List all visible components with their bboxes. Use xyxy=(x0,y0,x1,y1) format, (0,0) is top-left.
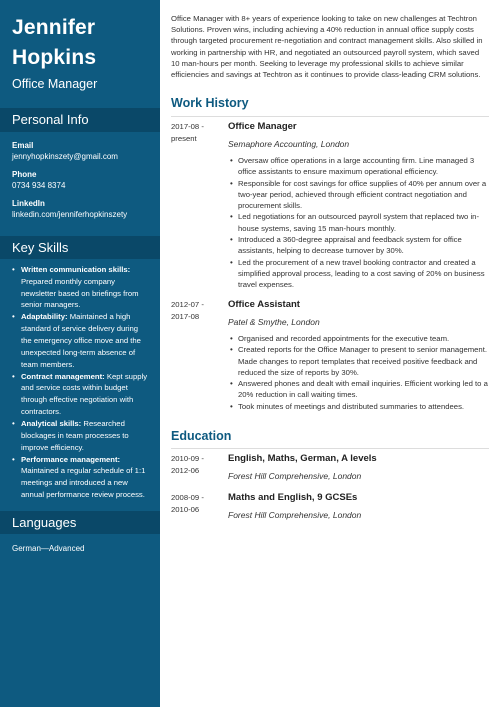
skill-text: Maintained a high standard of service delivery during the emergency office move and the unexpected long-term absence of team members. xyxy=(21,312,141,369)
sidebar xyxy=(0,0,160,707)
bullet-icon: • xyxy=(12,371,15,381)
work-history-heading: Work History xyxy=(171,96,249,110)
phone-block xyxy=(0,169,160,191)
languages-heading: Languages xyxy=(0,511,160,534)
key-skills-heading: Key Skills xyxy=(0,236,160,259)
job-role: Office Manager xyxy=(228,121,297,132)
email-block xyxy=(0,140,160,162)
bullet-icon: • xyxy=(230,178,233,188)
linkedin-value[interactable]: linkedin.com/jenniferhopkinszety xyxy=(12,210,128,219)
linkedin-label: LinkedIn xyxy=(12,199,45,208)
phone-label: Phone xyxy=(12,170,37,179)
education-degree: English, Maths, German, A levels xyxy=(228,453,377,464)
skill-name: Adaptability: xyxy=(21,312,68,322)
education-heading: Education xyxy=(171,429,232,443)
section-divider xyxy=(171,448,489,449)
phone-value[interactable]: 0734 934 8374 xyxy=(12,181,66,190)
last-name: Hopkins xyxy=(12,46,97,69)
skill-text: Maintained a regular schedule of 1:1 meetings and introduced a new annual performance review process. xyxy=(21,466,146,499)
skill-item xyxy=(12,454,148,501)
education-school: Forest Hill Comprehensive, London xyxy=(228,510,362,520)
job-bullet: • Organised and recorded appointments for the executive team. xyxy=(230,334,450,343)
bullet-icon: • xyxy=(12,418,15,428)
education-degree: Maths and English, 9 GCSEs xyxy=(228,492,358,503)
skill-name: Written communication skills: xyxy=(21,265,131,274)
bullet-icon: • xyxy=(230,401,233,411)
language-item: German—Advanced xyxy=(12,543,85,553)
skill-text: Researched blockages in team processes to improve efficiency. xyxy=(21,418,129,452)
job-bullet: • Created reports for the Office Manager to present to senior management. Made changes to report templates that received positive feedback and reduced the size of reports by 30%. xyxy=(230,345,487,377)
first-name: Jennifer xyxy=(12,16,96,39)
bullet-icon: • xyxy=(12,454,15,464)
bullet-icon: • xyxy=(230,212,233,222)
job-body xyxy=(228,121,489,291)
linkedin-block xyxy=(0,198,160,220)
job-bullet: • Led the procurement of a new travel booking contractor and created a simplified approval process, leading to a cost saving of 20% on business travel expenses. xyxy=(230,257,485,290)
skill-name: Analytical skills: xyxy=(21,418,82,428)
skill-item xyxy=(12,371,148,418)
job-body xyxy=(228,299,489,412)
job-role: Office Assistant xyxy=(228,299,300,310)
education-body xyxy=(228,453,489,482)
education-school: Forest Hill Comprehensive, London xyxy=(228,471,362,481)
job-bullet: • Took minutes of meetings and distributed summaries to attendees. xyxy=(230,401,465,411)
bullet-icon: • xyxy=(12,265,15,274)
candidate-name xyxy=(0,0,160,73)
job-bullets xyxy=(228,155,489,291)
job-company: Semaphore Accounting, London xyxy=(228,139,350,149)
bullet-icon: • xyxy=(230,235,233,245)
skill-item xyxy=(12,418,148,453)
skill-item xyxy=(12,264,148,311)
bullet-icon: • xyxy=(230,156,233,165)
bullet-icon: • xyxy=(230,257,233,267)
skill-name: Performance management: xyxy=(21,454,121,464)
bullet-icon: • xyxy=(230,379,233,389)
main-content xyxy=(160,0,500,707)
professional-summary: Office Manager with 8+ years of experience looking to take on new challenges at Techtron Solutions. Proven wins, including achieving a 40% reduction in annual office supply costs through targeted procurement re-negotiation and contract management skills. Also skilled in working in partnership with HR, and negotiated an outsourced payroll system, which saved 10 man-hours per month. Seeking to leverage my professional skills to achieve similar efficiencies and savings at Techtron as it continues to provide class-leading CRM solutions. xyxy=(171,14,483,80)
education-body xyxy=(228,492,489,521)
skill-text: Kept supply and service costs within budget through effective negotiation with contractors. xyxy=(21,371,148,416)
skills-list xyxy=(0,259,160,501)
job-bullet: • Responsible for cost savings for office supplies of 40% per annum over a two-year period, achieved through efficient contract negotiation and procurement skills. xyxy=(230,178,487,211)
job-date: 2012-07 - 2017-08 xyxy=(171,300,204,321)
section-divider xyxy=(171,116,489,117)
bullet-icon: • xyxy=(230,345,233,355)
job-bullet: • Answered phones and dealt with email inquiries. Efficient working led to a 20% reduction in call waiting times. xyxy=(230,379,488,400)
job-date: 2017-08 - present xyxy=(171,122,204,143)
education-date: 2010-09 - 2012-06 xyxy=(171,454,204,475)
skill-name: Contract management: xyxy=(21,371,105,381)
job-bullet: • Led negotiations for an outsourced payroll system that replaced two in-house systems, saving 15 man-hours monthly. xyxy=(230,212,480,233)
job-bullets xyxy=(228,333,489,412)
job-company: Patel & Smythe, London xyxy=(228,317,320,327)
personal-info-heading: Personal Info xyxy=(0,108,160,132)
job-bullet: • Introduced a 360-degree appraisal and feedback system for office assistants, helping to decrease turnover by 30%. xyxy=(230,235,462,256)
email-label: Email xyxy=(12,141,34,150)
education-date: 2008-09 - 2010-06 xyxy=(171,493,204,514)
skill-item xyxy=(12,311,148,370)
email-value[interactable]: jennyhopkinszety@gmail.com xyxy=(12,152,118,161)
bullet-icon: • xyxy=(230,334,233,343)
bullet-icon: • xyxy=(12,312,15,322)
skill-text: Prepared monthly company newsletter based on briefings from senior managers. xyxy=(21,276,139,310)
job-title: Office Manager xyxy=(12,77,98,91)
job-bullet: • Oversaw office operations in a large accounting firm. Line managed 3 office assistants to ensure maximum operational efficiency. xyxy=(230,156,475,177)
